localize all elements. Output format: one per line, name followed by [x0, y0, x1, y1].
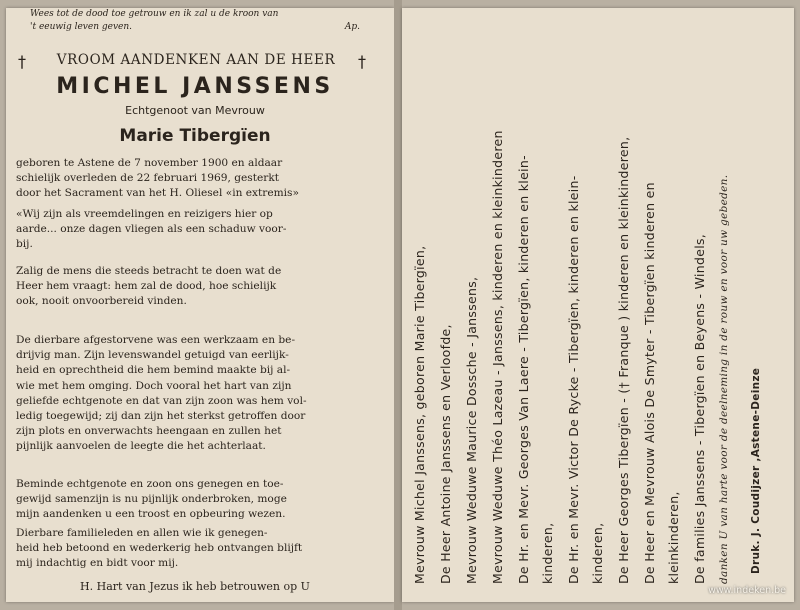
family-list: [412, 24, 782, 584]
text-line: pijnlijk aanvoelen de leegte die het achterlaat.: [16, 440, 266, 453]
cross-icon: †: [18, 52, 26, 71]
spouse-name: Marie Tibergïen: [119, 126, 271, 146]
verse-line-2: 't eeuwig leven geven.: [30, 22, 133, 32]
text-line: door het Sacrament van het H. Oliesel «in extremis»: [16, 187, 299, 200]
card-fold: [394, 0, 402, 610]
family-line: Mevrouw Michel Janssens, geboren Marie Tibergïen,: [412, 245, 427, 584]
text-line: geliefde echtgenote en dat van zijn zoon was hem vol-: [16, 394, 307, 407]
text-line: wie met hem omging. Doch vooral het hart van zijn: [16, 379, 292, 392]
family-line: kinderen,: [540, 522, 555, 584]
family-line: De Hr. en Mevr. Victor De Rycke - Tibergïen, kinderen en klein-: [566, 175, 581, 584]
text-line: Beminde echtgenote en zoon ons genegen en toe-: [16, 478, 284, 490]
text-line: mij indachtig en bidt voor mij.: [16, 557, 179, 570]
memorial-intro: VROOM AANDENKEN AAN DE HEER: [56, 52, 336, 68]
text-line: heid heb betoond en wederkerig heb ontvangen blijft: [16, 542, 303, 555]
family-line: kinderen,: [590, 522, 605, 584]
deceased-name: MICHEL JANSSENS: [56, 74, 334, 99]
text-line: Dierbare familieleden en allen wie ik genegen-: [16, 527, 268, 539]
watermark: www.indeken.be: [708, 585, 786, 596]
family-line: kleinkinderen,: [666, 491, 681, 584]
family-line: Mevrouw Weduwe Théo Lazeau - Janssens, kinderen en kleinkinderen: [490, 130, 505, 584]
quote-paragraph: [16, 207, 376, 253]
text-line: Zalig de mens die steeds betracht te doen wat de: [16, 265, 282, 277]
text-line: gewijd samenzijn is nu pijnlijk onderbroken, moge: [16, 493, 287, 506]
text-line: Heer hem vraagt: hem zal de dood, hoe schielijk: [16, 280, 277, 293]
family-line: De Hr. en Mevr. Georges Van Laere - Tibergïen, kinderen en klein-: [516, 155, 531, 584]
text-line: «Wij zijn als vreemdelingen en reizigers hier op: [16, 208, 273, 220]
cross-icon: †: [358, 52, 366, 71]
family-line: De Heer Georges Tibergïen - († Franque ) kinderen en kleinkinderen,: [616, 136, 631, 584]
thanks-line: danken U van harte voor de deelneming in de rouw en voor uw gebeden.: [718, 174, 730, 584]
printer-credit: Druk. J. Coudijzer ,Astene-Deinze: [750, 367, 762, 574]
text-line: zijn plots en onverwachts heengaan en zullen het: [16, 425, 282, 438]
text-line: drijvig man. Zijn levenswandel getuigd van eerlijk-: [16, 349, 289, 362]
family-line: De families Janssens - Tibergïen en Beyens - Windels,: [692, 233, 707, 584]
text-line: ledig toegewijd; zij dan zijn het sterkst getroffen door: [16, 410, 306, 423]
family-line: De Heer en Mevrouw Alois De Smyter - Tibergïen kinderen en: [642, 182, 657, 584]
paragraph-life: [16, 333, 376, 455]
paragraph-relatives: [16, 526, 376, 572]
verse-reference: Ap.: [344, 22, 360, 32]
text-line: bij.: [16, 238, 33, 251]
text-line: aarde... onze dagen vliegen als een schaduw voor-: [16, 223, 287, 236]
family-line: De Heer Antoine Janssens en Verloofde,: [438, 324, 453, 584]
text-line: heid en oprechtheid die hem bemind maakte bij al-: [16, 364, 291, 377]
biography: [16, 156, 376, 202]
text-line: mijn aandenken u een troost en opbeuring wezen.: [16, 508, 286, 521]
family-line: Mevrouw Weduwe Maurice Dossche - Janssens,: [464, 276, 479, 584]
paragraph-blessed: [16, 264, 376, 310]
bible-verse: [30, 8, 360, 34]
text-line: geboren te Astene de 7 november 1900 en aldaar: [16, 157, 283, 169]
closing-prayer: H. Hart van Jezus ik heb betrouwen op U: [80, 580, 310, 593]
text-line: ook, nooit onvoorbereid vinden.: [16, 295, 187, 308]
text-line: schielijk overleden de 22 februari 1969, gesterkt: [16, 172, 280, 185]
spouse-label: Echtgenoot van Mevrouw: [125, 104, 265, 117]
paragraph-family: [16, 477, 376, 523]
verse-line-1: Wees tot de dood toe getrouw en ik zal u de kroon van: [30, 9, 279, 19]
text-line: De dierbare afgestorvene was een werkzaam en be-: [16, 334, 296, 346]
